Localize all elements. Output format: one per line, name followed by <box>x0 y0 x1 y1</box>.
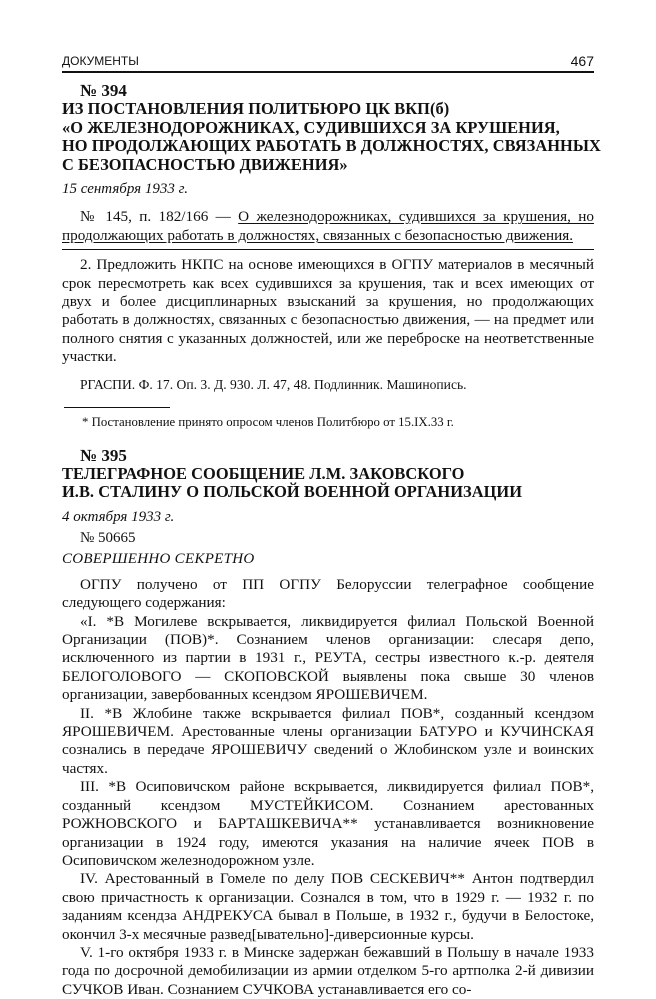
document-number: № 394 <box>80 81 127 100</box>
paragraph-item-3: III. *В Осиповичском районе вскрывается, ликвидируется филиал ПОВ*, созданный ксендзом МУСТЕЙКИСОМ. Сознанием арестованных РОЖНОВСКОГО и БАРТАШКЕВИЧА** устанавливается возникновение организации в 1924 году, имеются указания на наличие ячеек ПОВ в Осиповичском железнодорожном узле. <box>62 778 594 869</box>
paragraph-item-2: II. *В Жлобине также вскрывается филиал ПОВ*, созданный ксендзом ЯРОШЕВИЧЕМ. Арестованные члены организации БАТУРО и КУЧИНСКАЯ сознались в передаче ЯРОШЕВИЧУ сведений о Жлобинском узле и воинских частях. <box>62 704 594 777</box>
title-line: ТЕЛЕГРАФНОЕ СООБЩЕНИЕ Л.М. ЗАКОВСКОГО <box>62 463 465 483</box>
document-394 <box>62 81 601 430</box>
document-body <box>62 576 594 999</box>
document-date: 15 сентября 1933 г. <box>62 181 189 198</box>
document-title <box>62 465 594 502</box>
footnote: * Постановление принято опросом членов Политбюро от 15.IX.33 г. <box>82 414 454 429</box>
title-line: «О ЖЕЛЕЗНОДОРОЖНИКАХ, СУДИВШИХСЯ ЗА КРУШЕНИЯ, <box>62 117 560 137</box>
page-number: 467 <box>570 53 594 69</box>
paragraph-item-1: «I. *В Могилеве вскрывается, ликвидируется филиал Польской Военной Организации (ПОВ)*. Сознанием членов организации: слесаря депо, исключенного из партии в 1931 г., РЕУТА, сестры известного к.-р. деятеля БЕЛОГОЛОВОГО — СКОПОВСКОЙ выявлены пока свыше 30 членов организации, завербованных ксендзом ЯРОШЕВИЧЕМ. <box>62 612 594 704</box>
document-title <box>62 99 601 174</box>
registration-number: № 50665 <box>80 529 136 546</box>
decree-title: О железнодорожниках, судившихся за крушения, но продолжающих работать в должностях, связанных с безопасностью движения. <box>62 208 594 244</box>
book-page <box>62 52 601 999</box>
running-head-section: ДОКУМЕНТЫ <box>62 54 139 68</box>
header-rule <box>62 71 594 73</box>
document-number: № 395 <box>80 445 127 465</box>
title-line: НО ПРОДОЛЖАЮЩИХ РАБОТАТЬ В ДОЛЖНОСТЯХ, СВЯЗАННЫХ <box>62 136 601 156</box>
footnote-rule <box>64 407 170 408</box>
running-head <box>62 52 594 68</box>
document-395 <box>62 446 594 999</box>
archive-reference: РГАСПИ. Ф. 17. Оп. 3. Д. 930. Л. 47, 48. Подлинник. Машинопись. <box>80 376 467 392</box>
decree-reference: № 145, п. 182/166 — <box>80 208 239 226</box>
document-date: 4 октября 1933 г. <box>62 508 175 525</box>
paragraph-intro: ОГПУ получено от ПП ОГПУ Белоруссии телеграфное сообщение следующего содержания: <box>62 575 594 612</box>
title-line: ИЗ ПОСТАНОВЛЕНИЯ ПОЛИТБЮРО ЦК ВКП(б) <box>62 99 450 118</box>
paragraph-item-4: IV. Арестованный в Гомеле по делу ПОВ СЕСКЕВИЧ** Антон подтвердил свою причастность к организации. Сознался в том, что в 1929 г. — 1932 г. по заданиям ксендза АНДРЕКУСА бывал в Польше, в 1932 г., будучи в Белостоке, окончил 3-х месячные развед[ывательно]-диверсионные курсы. <box>62 870 594 943</box>
paragraph: 2. Предложить НКПС на основе имеющихся в ОГПУ материалов в месячный срок пересмотреть как всех судившихся за крушения, так и всех имеющих от двух и более дисциплинарных взысканий за крушения, но продолжающих работать в должностях, связанных с безопасностью движения, — на предмет или полного снятия с указанных должностей, или же переброске на неответственные участки. <box>62 256 594 366</box>
classification-stamp: СОВЕРШЕННО СЕКРЕТНО <box>62 550 255 567</box>
paragraph-item-5: V. 1-го октября 1933 г. в Минске задержан бежавший в Польшу в начале 1933 года по досрочной демобилизации из армии отделком 5-го артполка 2-й дивизии СУЧКОВ Иван. Сознанием СУЧКОВА устанавливается его со- <box>62 943 594 998</box>
title-line: И.В. СТАЛИНУ О ПОЛЬСКОЙ ВОЕННОЙ ОРГАНИЗАЦИИ <box>62 482 523 502</box>
decree-heading <box>62 208 594 250</box>
title-line: С БЕЗОПАСНОСТЬЮ ДВИЖЕНИЯ» <box>62 154 348 174</box>
